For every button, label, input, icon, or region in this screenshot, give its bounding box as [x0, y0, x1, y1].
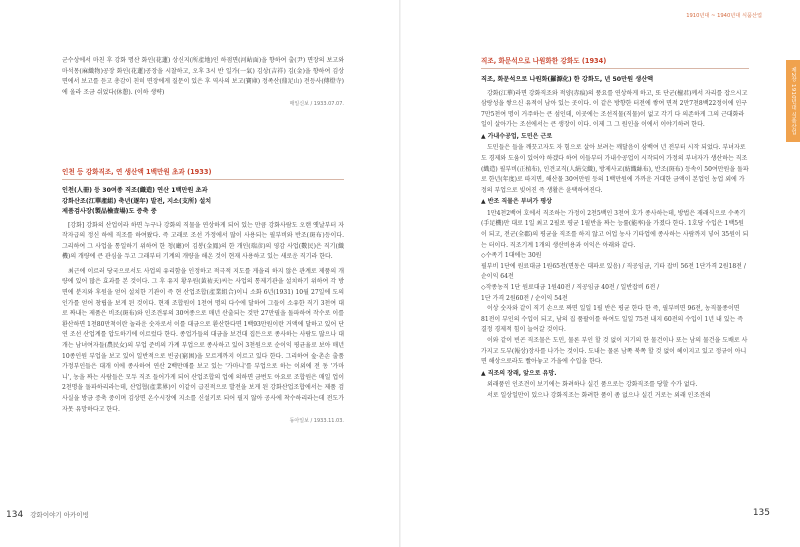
left-page: [0, 0, 399, 547]
left-top-article: [62, 56, 344, 107]
left-folio: [6, 510, 89, 520]
left-top-source: 매일신보 / 1933.07.07.: [289, 101, 344, 108]
right-bullet-2: ▲ 반조 직물은 부녀가 평상: [481, 198, 552, 206]
right-bullet-3: ▲ 직조의 장래, 앞으로 유망.: [481, 369, 557, 377]
right-article: [481, 55, 749, 401]
left-folio-title: 강화이야기 아카이빙: [30, 511, 89, 519]
right-paragraph-4: 이상 숫자와 같이 직기 손으로 짜면 일일 1필 반은 평균 한다 한 즉, 필부비면 96전, 농직물종이면 81전이 부인의 수입이 되고, 남의 집 품팔이를 하여도 일일 75전 내지 60전의 수입이 1년 내 있는 즉 결정 경제적 힘이 늘어갈 것이다.: [481, 305, 744, 334]
left-top-text: 군수상에서 마친 후 강화 명산 화인(花蓮) 상신지(所產地)인 하점면(河岾面)을 향하여 출(尹) 면장의 보고와 마석몽(麻織物)공장 화인(花蓮)공장을 시찰하고, 오후 3시 반 일가(一氣) 김상(吉祥) 김(金)을 향하여 김상면에서 보고를 듣고 총감이 친히 면장에게 질문이 있은 후 역사의 보고(寶庫) 정족산(鼎足山) 전등사(傳燈寺)에 올라 조금 쉬었다(休憩). (이하 생략): [62, 57, 344, 96]
left-subhead-2: 강화산조(江華產組) 축년(逐年) 발전, 지소(支所) 설치: [62, 197, 212, 205]
calc-line-4: 1단 가격 2원60전 / 순이익 54전: [481, 294, 568, 302]
calc-line-2: 필부비 1단에 원료대금 1원65전(면동은 대파로 있음) / 직공임금, 기타 잡비 56전 1단가격 2원18전 / 순이익 64전: [481, 262, 746, 281]
right-paragraph-6: 외래품인 인조견이 보기에는 화려하나 실긴 품으로는 강화직조를 당할 수가 없다.: [487, 381, 698, 389]
left-page-number: 134: [6, 510, 24, 520]
right-page-number: 135: [752, 508, 770, 518]
right-paragraph-1: 강화(江華)라면 강화직조와 적양(赤痕)의 풍요를 연상하게 하고, 또 단군(檀君)께서 자리를 잡으시고 삼랑성을 쌓으신 유적이 남아 있는 곳이다. 이 같은 방향한 터전에 쌓여 면적 2만7천8백22정이에 인구 7만5천여 명이 거주하는 큰 섬인데, 이곳에는 조선직물(직물)이 없고 각기 다 의존하게 그의 근대화라 일이 살아가는 조선에서는 큰 생장이 이다. 이제 그 그 원인을 이에서 이야기하려 한다.: [481, 89, 748, 129]
right-paragraph-3: 1만4천2백여 호에서 직조하는 가정이 2천5백인 3천여 호가 종사하는데, 방법은 재래식으로 수족기(手足機)만 대로 1일 최고 2필로 평균 1필반을 짜는 능률(能率)을 가졌다 한다. 1호당 수입은 1백5원이 되고, 전군(全郡)의 평균을 직조를 하지 않고 어업 농사 기타업에 종사하는 사람까지 넣어 35원이 되는 터이다. 직조기계 1개의 생산비용과 이익은 아래와 같다.: [481, 209, 749, 249]
left-bottom-source: 동아일보 / 1933.11.03.: [289, 418, 344, 425]
left-subhead-1: 인천(人冊) 등 30여종 직조(織造) 연산 1백만원 초과: [62, 187, 208, 194]
right-bullet-1: ▲ 가내수공업, 도민은 근로: [481, 132, 553, 140]
running-header: 1910년대 ~ 1940년대 식품산업: [686, 13, 762, 19]
right-subhead: 직조, 화문석으로 나원화(羅源化) 한 강화도, 년 50만원 생산액: [481, 76, 654, 83]
right-section-title: 직조, 화문석으로 나원화한 강화도 (1934): [481, 55, 749, 69]
left-section-title: 인천 등 강화직조, 연 생산액 1백만원 초과 (1933): [62, 166, 344, 180]
left-paragraph-1: [강화] 강화의 산업이라 하면 누구나 강화의 직물을 연상하게 되어 있는 만큼 강화사람도 오랜 옛날부터 자작자급의 정신 하에 직조를 하여왔다. 즉 고래로 조선 가정에서 많이 사용되는 필부비와 반조(斑布)등이다. 그리하여 그 사업을 통일하기 위하여 한 청(廳)이 김봉(金鳳)의 한 개인(瑞彦)의 영감 사업(數民)은 직기(織機)의 개량에 큰 관심을 두고 그래부터 기계의 개량을 해온 것이 현재 사용하고 있는 새로운 직기라 한다.: [62, 221, 344, 261]
right-paragraph-5: 이와 같이 빈곤 직조물은 도민, 물론 부인 할 것 없이 지기의 한 물건이나 또는 남의 물건을 도배로 사가지고 도부(報상)장사를 나가는 것이다. 도내는 물론 남쪽 북쪽 할 것 없이 헤이지고 있고 정규이 아니면 해상으로라도 빨아놓고 가을에 수입을 한다.: [481, 336, 748, 366]
left-subhead-3: 제품검사장(製品檢査場)도 증축 중: [62, 208, 157, 215]
calc-line-3: ◇작종농직 1단 원료대금 1원40전 / 직공임금 40전 / 일반잡비 6전 /: [481, 284, 660, 291]
right-paragraph-2: 도민들은 들을 깨끗고자도 자 힘으로 살아 보려는 깨달음이 삼백여 년 전부터 시작 되었다. 부녀자로도 경제와 도움이 있어야 하겠다 하여 이들부터 가내수공업이 시작되어 가정의 부녀자가 생산하는 직조(織造) 필부비(正植布), 인견교직(人絹交織), 방제사교(紡織絲布), 반조(斑布) 등속이 50여만원을 돌파로 한년(年度)로 따지면, 해산물 30여만원 등의 1백만원에 가까운 거대한 금액이 본업인 농업 외에 가정의 부업으로 빚어진 즉 생활은 윤택하여진다.: [481, 144, 749, 194]
right-paragraph-7: 서로 일상일만이 있으나 강화직조는 화려한 품이 좀 없으나 실긴 거로는 외래 인조견의: [487, 391, 711, 399]
chapter-side-tab: 제2장 1910년대 식품산업: [786, 60, 800, 142]
left-paragraph-2: 최근에 이르러 당국으로서도 사업의 유리함을 인정하고 적극적 지도를 게을리 하지 않은 관계로 제품의 개량에 있어 많은 효과를 본 것이다. 그 후 유지 황우원(黃祐天)씨는 사업의 통제기관을 설치하기 위하여 각 방면에 분지와 후원을 얻어 설치한 기관이 즉 현 산업조합(產業組合)이니 소화 6년(1931) 10월 27일에 도의 인가를 얻어 창립을 보게 된 것이다. 현재 조합원이 1천여 명의 다수에 달하여 그들이 소유한 직기 3천여 대로 짜내는 제품은 비조(斑布)와 인조견류의 30여종으로 매년 산출되는 것만 27만필을 돌파하여 작수로 이를 환산하면 1천80만척이란 놀라운 숫자로서 이를 대금으로 환산한다면 1백93만원이란 거액에 달하고 있어 단연 조선 산업계를 압도하기에 이르렀다 한다. 종업가들의 대금을 보건대 집든으로 종사하는 사람도 많으나 대개는 남녀여자들(農民女)의 부업 준비의 가계 부업으로 종사하고 있어 3천원으로 순이익 평균율로 보아 매년 10종인원 부업을 보고 있어 일반적으로 빈궁(窮困)을 모르게까지 이르고 있다 한다. 그리하여 숲·촌손 출품 가정부인들은 대개 이에 종사하여 연산 2백만매를 보고 있는 '가마니'를 부업으로 하는 이외에 전 동 '가마니', 농을 짜는 사람들은 모두 직조 들어가게 되어 산업조합의 업에 의하면 금번도 아요로 조합원은 매일 업이 2천명을 돌파하리라는데, 산업협(產業界)이 이같이 급진적으로 발전을 보게 된 강화산업조합에서는 제품 검사실을 방금 증축 중이며 김상면 온수시장에 지소를 신설키로 되어 필지 않아 공사에 착수하리라는데 전도가 자못 유망하다고 한다.: [62, 267, 344, 413]
right-page: [401, 0, 800, 547]
calc-line-1: ◇수족기 1대에는 30원: [481, 252, 542, 260]
left-section: [62, 166, 344, 424]
